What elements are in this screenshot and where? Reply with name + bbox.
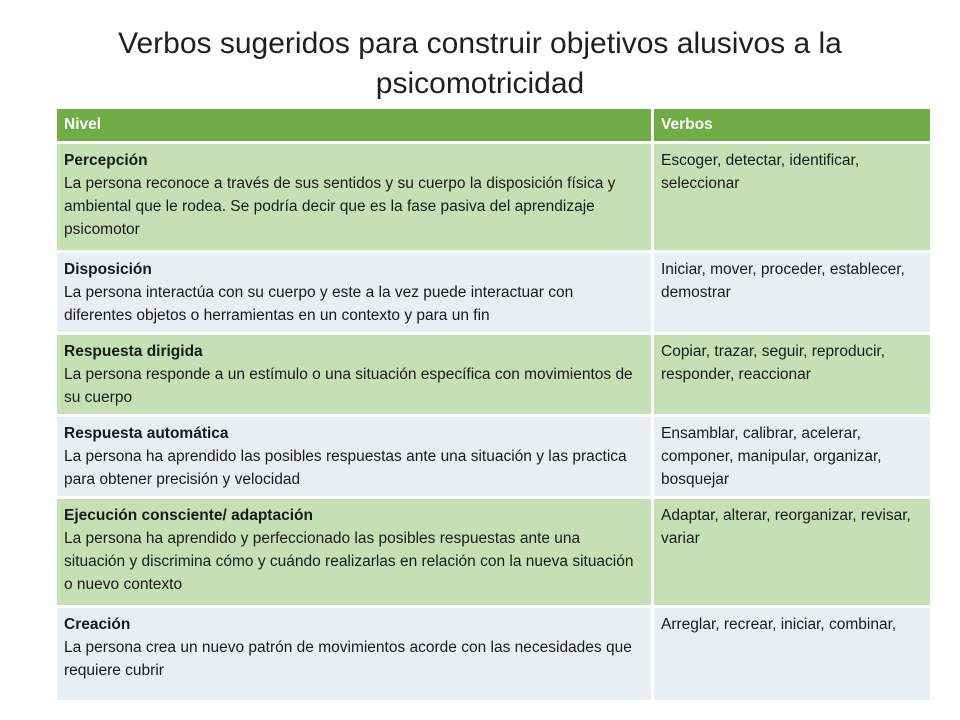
nivel-description: La persona responde a un estímulo o una situación específica con movimientos de su cuerpo — [64, 366, 633, 406]
nivel-description: La persona reconoce a través de sus sentidos y su cuerpo la disposición física y ambiental que le rodea. Se podría decir que es la fase pasiva del aprendizaje psicomotor — [64, 175, 616, 238]
table-row — [57, 335, 930, 414]
verbs-table — [54, 106, 933, 703]
table-row — [57, 417, 930, 496]
table-row — [57, 608, 930, 700]
nivel-name: Disposición — [64, 261, 152, 278]
nivel-cell — [57, 499, 651, 605]
nivel-description: La persona crea un nuevo patrón de movimientos acorde con las necesidades que requiere cubrir — [64, 639, 632, 679]
table-row — [57, 499, 930, 605]
verbos-cell: Ensamblar, calibrar, acelerar, componer, manipular, organizar, bosquejar — [654, 417, 930, 496]
nivel-cell — [57, 335, 651, 414]
verbos-cell: Iniciar, mover, proceder, establecer, demostrar — [654, 253, 930, 332]
header-verbos: Verbos — [654, 109, 930, 141]
nivel-name: Creación — [64, 616, 131, 633]
table-row — [57, 253, 930, 332]
verbos-cell: Arreglar, recrear, iniciar, combinar, — [654, 608, 930, 700]
nivel-cell — [57, 608, 651, 700]
nivel-name: Respuesta automática — [64, 425, 229, 442]
verbos-cell: Adaptar, alterar, reorganizar, revisar, variar — [654, 499, 930, 605]
nivel-description: La persona ha aprendido y perfeccionado las posibles respuestas ante una situación y discrimina cómo y cuándo realizarlas en relación con la nueva situación o nuevo contexto — [64, 530, 634, 593]
nivel-cell — [57, 144, 651, 250]
nivel-cell — [57, 253, 651, 332]
nivel-name: Respuesta dirigida — [64, 343, 203, 360]
table-row — [57, 144, 930, 250]
nivel-description: La persona ha aprendido las posibles respuestas ante una situación y las practica para obtener precisión y velocidad — [64, 448, 627, 488]
nivel-name: Ejecución consciente/ adaptación — [64, 507, 313, 524]
verbos-cell: Copiar, trazar, seguir, reproducir, responder, reaccionar — [654, 335, 930, 414]
nivel-name: Percepción — [64, 152, 148, 169]
nivel-description: La persona interactúa con su cuerpo y este a la vez puede interactuar con diferentes objetos o herramientas en un contexto y para un fin — [64, 284, 574, 324]
nivel-cell — [57, 417, 651, 496]
page-title: Verbos sugeridos para construir objetivos alusivos a la psicomotricidad — [118, 27, 842, 100]
verbos-cell: Escoger, detectar, identificar, seleccionar — [654, 144, 930, 250]
table-header-row — [57, 109, 930, 141]
header-nivel: Nivel — [57, 109, 651, 141]
